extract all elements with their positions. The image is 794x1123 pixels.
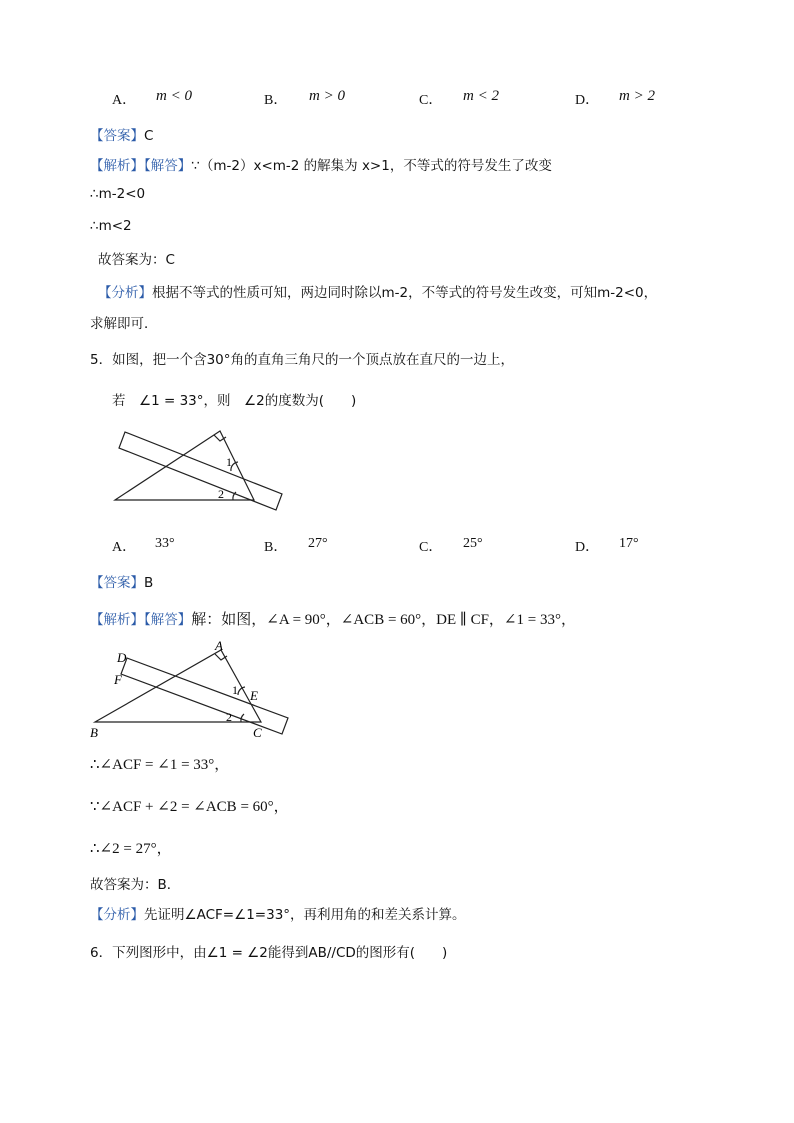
vertex-e-label: E (250, 688, 258, 703)
solve-text: 解：如图，∠A = 90°，∠ACB = 60°，DE ∥ CF，∠1 = 33°， (191, 612, 576, 628)
angle-2-label-2: 2 (226, 710, 232, 724)
q5-option-c-value: 25° (463, 536, 483, 551)
q5-step-2: ∵∠ACF + ∠2 = ∠ACB = 60°， (90, 799, 289, 815)
vertex-f-label: F (114, 672, 122, 687)
answer-tag: 【答案】 (90, 575, 144, 591)
fenxi-text: 根据不等式的性质可知，两边同时除以m-2，不等式的符号发生改变，可知m-2<0， (152, 285, 658, 301)
angle-2-arc-2 (241, 714, 244, 722)
q4-option-c-value: m < 2 (463, 88, 499, 104)
q4-fenxi-cont: 求解即可． (90, 316, 158, 332)
q5-option-d-value: 17° (619, 536, 639, 551)
fenxi-tag: 【分析】 (98, 285, 152, 301)
q5-option-b-letter: B． (264, 540, 288, 555)
q5-option-c-letter: C． (419, 540, 443, 555)
analysis-text: ∵（m-2）x<m-2 的解集为 x>1，不等式的符号发生了改变 (191, 158, 552, 174)
q5-fenxi (90, 903, 466, 923)
q4-option-a-value: m < 0 (156, 88, 192, 104)
fenxi-tag: 【分析】 (90, 907, 144, 923)
q5-option-b-value: 27° (308, 536, 328, 551)
q4-option-b-value: m > 0 (309, 88, 345, 104)
q4-option-c-letter: C． (419, 93, 443, 108)
q4-option-d-letter: D． (575, 93, 600, 108)
answer-tag: 【答案】 (90, 128, 144, 144)
angle-1-label-2: 1 (232, 683, 238, 697)
q5-option-a-letter: A． (112, 540, 137, 555)
angle-2-label: 2 (218, 487, 224, 501)
vertex-b-label: B (90, 725, 98, 740)
fenxi-text: 先证明∠ACF=∠1=33°，再利用角的和差关系计算。 (144, 907, 466, 923)
angle-1-label: 1 (226, 455, 232, 469)
vertex-a-label: A (215, 638, 223, 653)
solve-tag: 【解答】 (144, 158, 192, 174)
q4-option-b-letter: B． (264, 93, 288, 108)
analysis-tag: 【解析】 (90, 612, 144, 628)
q4-conclusion: 故答案为：C (98, 252, 175, 268)
vertex-c-label: C (253, 725, 262, 740)
q5-stem-line2: 若 ∠1 = 33°，则 ∠2的度数为( ) (112, 393, 357, 409)
solve-tag: 【解答】 (144, 612, 192, 628)
q6-stem: 6．下列图形中，由∠1 = ∠2能得到AB//CD的图形有( ) (90, 945, 448, 961)
q5-stem-line1: 5．如图，把一个含30°角的直角三角尺的一个顶点放在直尺的一边上， (90, 352, 515, 368)
q5-step-3: ∴∠2 = 27°， (90, 841, 172, 857)
q4-option-a-letter: A． (112, 93, 137, 108)
answer-value: B (144, 575, 154, 591)
analysis-tag: 【解析】 (90, 158, 144, 174)
q5-option-a-value: 33° (155, 536, 175, 551)
q4-step-2: ∴m<2 (90, 218, 132, 234)
vertex-d-label: D (117, 650, 127, 665)
right-angle-mark-2 (215, 654, 227, 660)
q5-conclusion: 故答案为：B． (90, 877, 181, 893)
answer-value: C (144, 128, 154, 144)
q5-option-d-letter: D． (575, 540, 600, 555)
q4-option-d-value: m > 2 (619, 88, 655, 104)
q5-step-1: ∴∠ACF = ∠1 = 33°， (90, 757, 230, 773)
q4-step-1: ∴m-2<0 (90, 186, 146, 202)
